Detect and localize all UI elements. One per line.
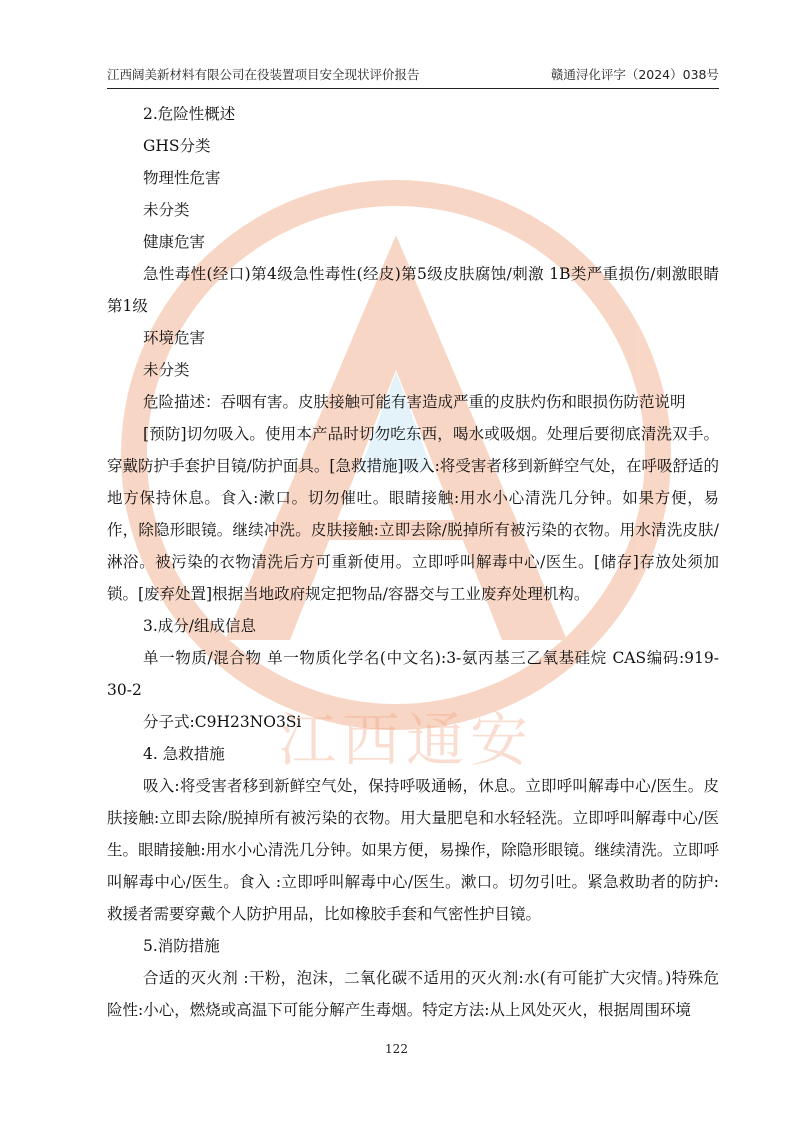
section-heading: 4. 急救措施 [143, 745, 225, 763]
section-heading: 5.消防措施 [143, 937, 220, 955]
header-report-title: 江西阔美新材料有限公司在役装置项目安全现状评价报告 [107, 67, 420, 82]
page-header [107, 62, 719, 89]
paragraph: 健康危害 [143, 233, 206, 251]
paragraph: 未分类 [143, 201, 190, 219]
document-body [107, 98, 719, 1026]
paragraph: 环境危害 [143, 329, 206, 347]
paragraph: 急性毒性(经口)第4级急性毒性(经皮)第5级皮肤腐蚀/刺激 1B类严重损伤/刺激眼睛 第1级 [107, 265, 719, 315]
paragraph: GHS分类 [143, 137, 211, 155]
paragraph: 吸入:将受害者移到新鲜空气处，保持呼吸通畅，休息。立即呼叫解毒中心/医生。皮肤接触:立即去除/脱掉所有被污染的衣物。用大量肥皂和水轻轻洗。立即呼叫解毒中心/医生。眼睛接触:用水小心清洗几分钟。如果方便，易操作，除隐形眼镜。继续清洗。立即呼叫解毒中心/医生。食入 :立即呼叫解毒中心/医生。漱口。切勿引吐。紧急救助者的防护:救援者需要穿戴个人防护用品，比如橡胶手套和气密性护目镜。 [107, 777, 719, 923]
paragraph: 合适的灭火剂 :干粉，泡沫，二氧化碳不适用的灭火剂:水(有可能扩大灾情。)特殊危险性:小心，燃烧或高温下可能分解产生毒烟。特定方法:从上风处灭火，根据周围环境 [107, 969, 719, 1019]
header-document-number: 赣通浔化评字（2024）038号 [550, 67, 719, 82]
watermark-short-name: 江西通安 [278, 706, 535, 774]
paragraph: 单一物质/混合物 单一物质化学名(中文名):3-氨丙基三乙氧基硅烷 CAS编码:919-30-2 [107, 649, 719, 699]
paragraph: 分子式:C9H23NO3Si [143, 713, 302, 731]
paragraph: 未分类 [143, 361, 190, 379]
section-heading: 2.危险性概述 [143, 105, 236, 123]
page-number: 122 [385, 1042, 408, 1056]
section-heading: 3.成分/组成信息 [143, 617, 257, 635]
paragraph: 危险描述：吞咽有害。皮肤接触可能有害造成严重的皮肤灼伤和眼损伤防范说明 [143, 393, 686, 411]
paragraph: 物理性危害 [143, 169, 221, 187]
paragraph: [预防]切勿吸入。使用本产品时切勿吃东西，喝水或吸烟。处理后要彻底清洗双手。穿戴防护手套护目镜/防护面具。[急救措施]吸入:将受害者移到新鲜空气处，在呼吸舒适的地方保持休息。食入:漱口。切勿催吐。眼睛接触:用水小心清洗几分钟。如果方便，易作，除隐形眼镜。继续冲洗。皮肤接触:立即去除/脱掉所有被污染的衣物。用水清洗皮肤/淋浴。被污染的衣物清洗后方可重新使用。立即呼叫解毒中心/医生。[储存]存放处须加锁。[废弃处置]根据当地政府规定把物品/容器交与工业废弃处理机构。 [107, 425, 719, 603]
